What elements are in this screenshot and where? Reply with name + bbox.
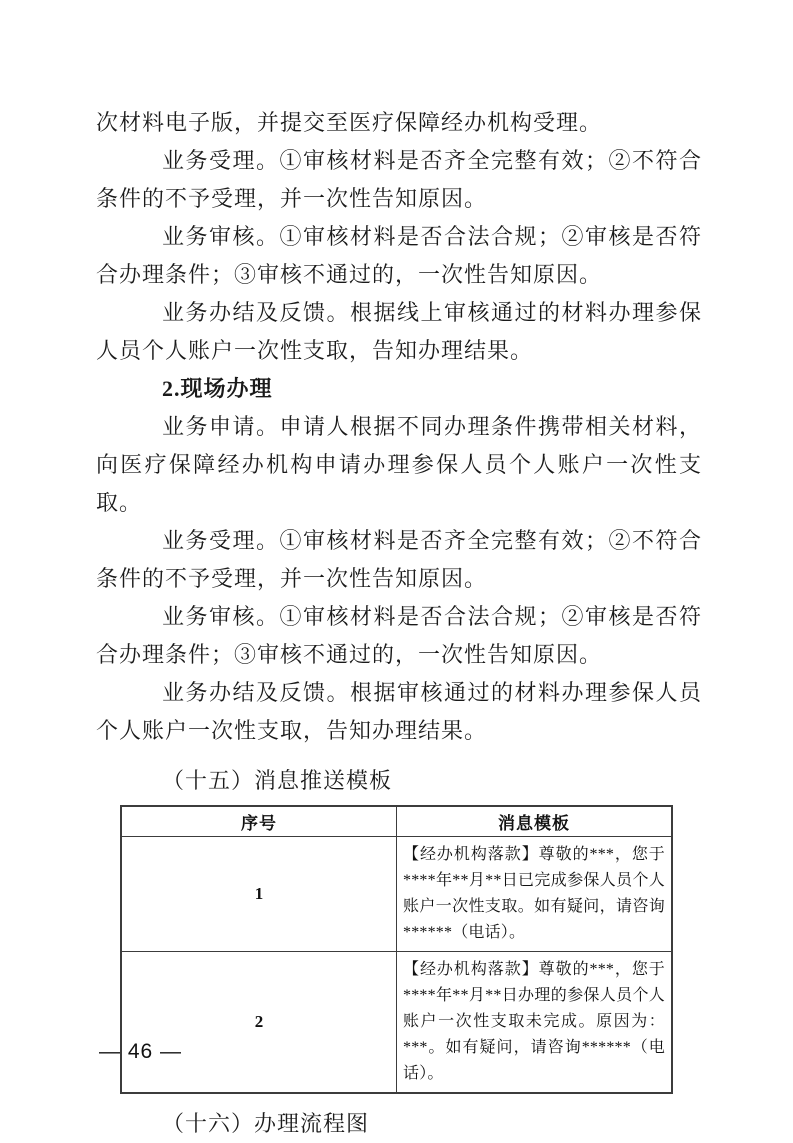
- page-number: — 46 —: [99, 1040, 183, 1063]
- paragraph-business-review-onsite: 业务审核。①审核材料是否合法合规；②审核是否符合办理条件；③审核不通过的，一次性告知原因。: [96, 604, 702, 667]
- paragraph-business-review-online: 业务审核。①审核材料是否合法合规；②审核是否符合办理条件；③审核不通过的，一次性告知原因。: [96, 224, 702, 287]
- row-message-template-text: 【经办机构落款】尊敬的***，您于****年**月**日已完成参保人员个人账户一次性支取。如有疑问，请咨询******（电话）。: [397, 837, 673, 952]
- row-serial-number: 1: [121, 837, 397, 952]
- message-template-table: [120, 805, 673, 1094]
- table-row: [121, 837, 672, 952]
- paragraph-business-application: 业务申请。申请人根据不同办理条件携带相关材料，向医疗保障经办机构申请办理参保人员个人账户一次性支取。: [96, 414, 702, 515]
- paragraph-business-acceptance-onsite: 业务受理。①审核材料是否齐全完整有效；②不符合条件的不予受理，并一次性告知原因。: [96, 528, 702, 591]
- paragraph-business-acceptance-online: 业务受理。①审核材料是否齐全完整有效；②不符合条件的不予受理，并一次性告知原因。: [96, 148, 702, 211]
- paragraph-business-completion-online: 业务办结及反馈。根据线上审核通过的材料办理参保人员个人账户一次性支取，告知办理结果。: [96, 300, 702, 363]
- row-serial-number: 2: [121, 952, 397, 1094]
- heading-processing-flowchart: （十六）办理流程图: [162, 1111, 370, 1136]
- paragraph-business-completion-onsite: 业务办结及反馈。根据审核通过的材料办理参保人员个人账户一次性支取，告知办理结果。: [96, 680, 702, 743]
- row-message-template-text: 【经办机构落款】尊敬的***，您于****年**月**日办理的参保人员个人账户一次性支取未完成。原因为：***。如有疑问，请咨询******（电话）。: [397, 952, 673, 1094]
- table-header-row: [121, 806, 672, 837]
- document-body: [96, 104, 702, 1143]
- table-row: [121, 952, 672, 1094]
- paragraph-continuation: 次材料电子版，并提交至医疗保障经办机构受理。: [96, 110, 603, 135]
- heading-message-push-template: （十五）消息推送模板: [162, 768, 393, 793]
- table-header-message-template: 消息模板: [397, 806, 673, 837]
- table-header-serial-number: 序号: [121, 806, 397, 837]
- heading-onsite-handling: 2.现场办理: [162, 376, 273, 401]
